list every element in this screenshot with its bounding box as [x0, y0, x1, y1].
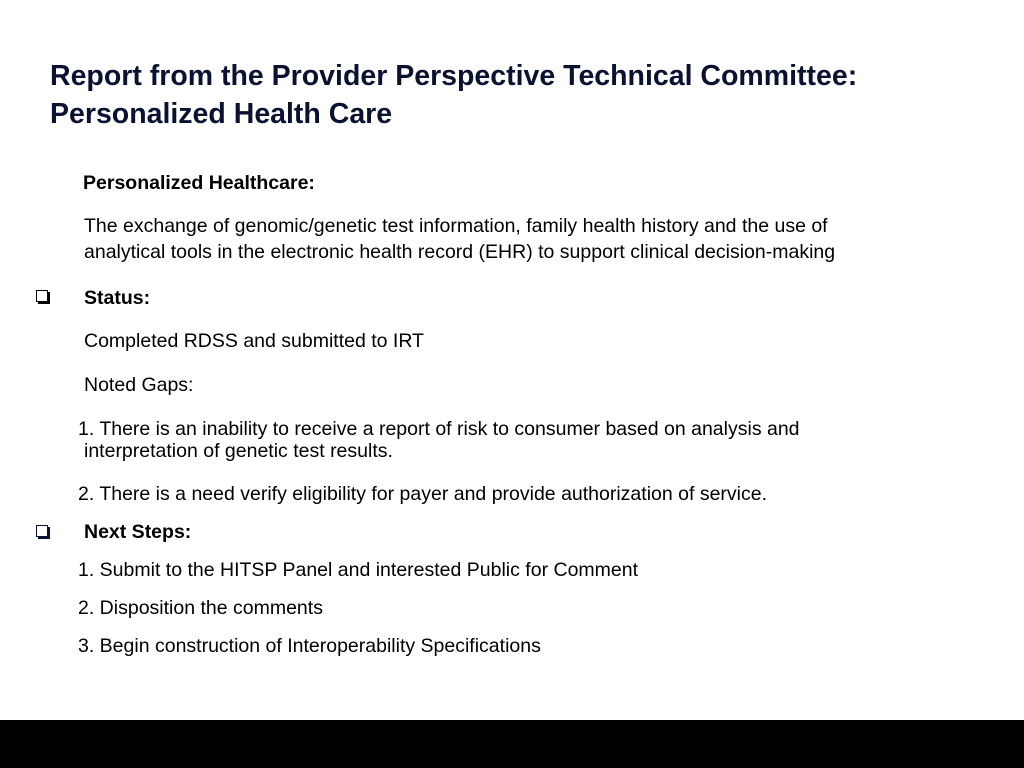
gap-1-line-2: interpretation of genetic test results.	[84, 440, 393, 462]
slide-title: Report from the Provider Perspective Technical Committee: Personalized Health Care	[50, 60, 858, 130]
next-step-2: 2. Disposition the comments	[78, 597, 323, 619]
square-bullet-icon	[36, 290, 48, 302]
gap-2: 2. There is a need verify eligibility for payer and provide authorization of service.	[78, 483, 768, 505]
next-step-3: 3. Begin construction of Interoperability Specifications	[78, 635, 541, 657]
status-heading: Status:	[84, 287, 151, 309]
definition-line-2: analytical tools in the electronic health record (EHR) to support clinical decision-making	[84, 241, 836, 263]
definition-line-1: The exchange of genomic/genetic test information, family health history and the use of	[84, 215, 828, 237]
noted-gaps-label: Noted Gaps:	[84, 374, 194, 396]
footer-bar	[0, 720, 1024, 768]
next-step-1: 1. Submit to the HITSP Panel and interested Public for Comment	[78, 559, 639, 581]
gap-1-line-1: 1. There is an inability to receive a report of risk to consumer based on analysis and	[78, 418, 800, 440]
square-bullet-icon	[36, 525, 48, 537]
definition-heading: Personalized Healthcare:	[83, 172, 315, 194]
next-steps-heading: Next Steps:	[84, 521, 192, 543]
status-completed: Completed RDSS and submitted to IRT	[84, 330, 424, 352]
